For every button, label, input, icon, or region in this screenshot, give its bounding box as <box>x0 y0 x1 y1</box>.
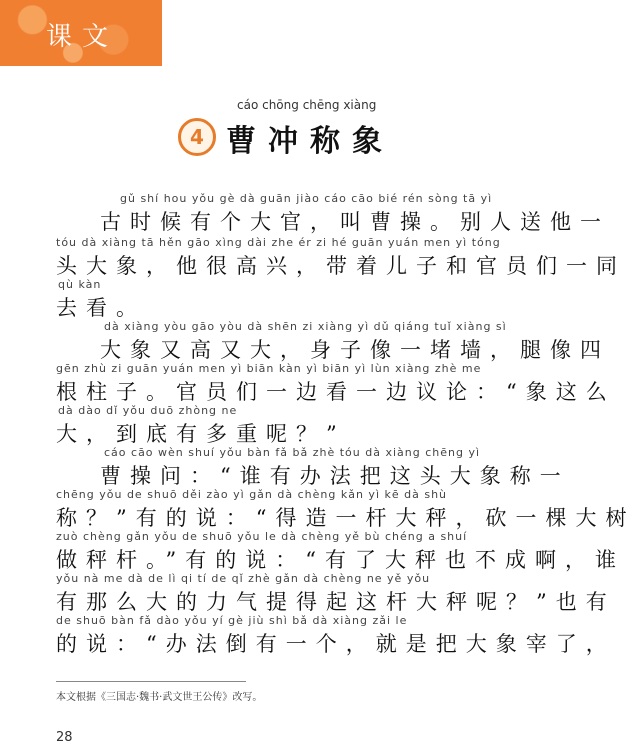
line-pinyin: dà xiàng yòu gāo yòu dà shēn zi xiàng yì dǔ qiáng tuǐ xiàng sì <box>104 320 507 333</box>
text-line <box>0 320 610 362</box>
line-pinyin: gēn zhù zi guān yuán men yì biān kàn yì biān yì lùn xiàng zhè me <box>56 362 482 375</box>
line-text: 有那么大的力气提得起这杆大秤呢？”也有 <box>56 590 616 614</box>
footnote: 本文根据《三国志·魏书·武文世王公传》改写。 <box>56 692 263 703</box>
section-tab-label: 课文 <box>46 22 119 52</box>
line-text: 头大象，他很高兴，带着儿子和官员们一同 <box>56 254 626 278</box>
page-number: 28 <box>56 730 73 745</box>
line-text: 大象又高又大，身子像一堵墙，腿像四 <box>100 338 610 362</box>
line-pinyin: gǔ shí hou yǒu gè dà guān jiào cáo cāo bié rén sòng tā yì <box>120 192 493 205</box>
line-pinyin: chēng yǒu de shuō děi zào yì gǎn dà chèng kǎn yì kē dà shù <box>56 488 448 501</box>
text-line <box>0 404 570 444</box>
text-line <box>0 446 570 486</box>
line-pinyin: yǒu nà me dà de lì qi tí de qǐ zhè gǎn dà chèng ne yě yǒu <box>56 572 431 585</box>
title-pinyin: cáo chōng chēng xiàng <box>237 98 377 112</box>
text-line <box>0 236 626 278</box>
text-line <box>0 362 616 404</box>
line-pinyin: cáo cāo wèn shuí yǒu bàn fǎ bǎ zhè tóu dà xiàng chēng yì <box>104 446 481 459</box>
text-line <box>0 530 625 572</box>
line-text: 根柱子。官员们一边看一边议论：“象这么 <box>56 380 616 404</box>
text-line <box>0 192 610 234</box>
footnote-divider <box>56 681 246 682</box>
section-tab <box>0 0 162 66</box>
line-pinyin: dà dào dǐ yǒu duō zhòng ne <box>58 404 238 417</box>
line-pinyin: qù kàn <box>58 278 102 291</box>
line-text: 古时候有个大官，叫曹操。别人送他一 <box>100 210 610 234</box>
text-line <box>0 614 616 656</box>
text-line <box>0 278 570 318</box>
line-text: 曹操问：“谁有办法把这头大象称一 <box>100 464 570 488</box>
line-text: 大，到底有多重呢？” <box>56 422 346 446</box>
lesson-number-badge: 4 <box>178 118 216 156</box>
text-line <box>0 488 635 530</box>
line-text: 称？”有的说：“得造一杆大秤，砍一棵大树 <box>56 506 635 530</box>
text-line <box>0 572 616 614</box>
line-text: 做秤杆。”有的说：“有了大秤也不成啊，谁 <box>56 548 625 572</box>
line-text: 去看。 <box>56 296 146 320</box>
line-pinyin: tóu dà xiàng tā hěn gāo xìng dài zhe ér zi hé guān yuán men yì tóng <box>56 236 501 249</box>
title-text: 曹冲称象 <box>226 124 394 159</box>
line-pinyin: de shuō bàn fǎ dào yǒu yí gè jiù shì bǎ dà xiàng zǎi le <box>56 614 408 627</box>
line-text: 的说：“办法倒有一个，就是把大象宰了， <box>56 632 616 656</box>
line-pinyin: zuò chèng gǎn yǒu de shuō yǒu le dà chèng yě bù chéng a shuí <box>56 530 468 543</box>
